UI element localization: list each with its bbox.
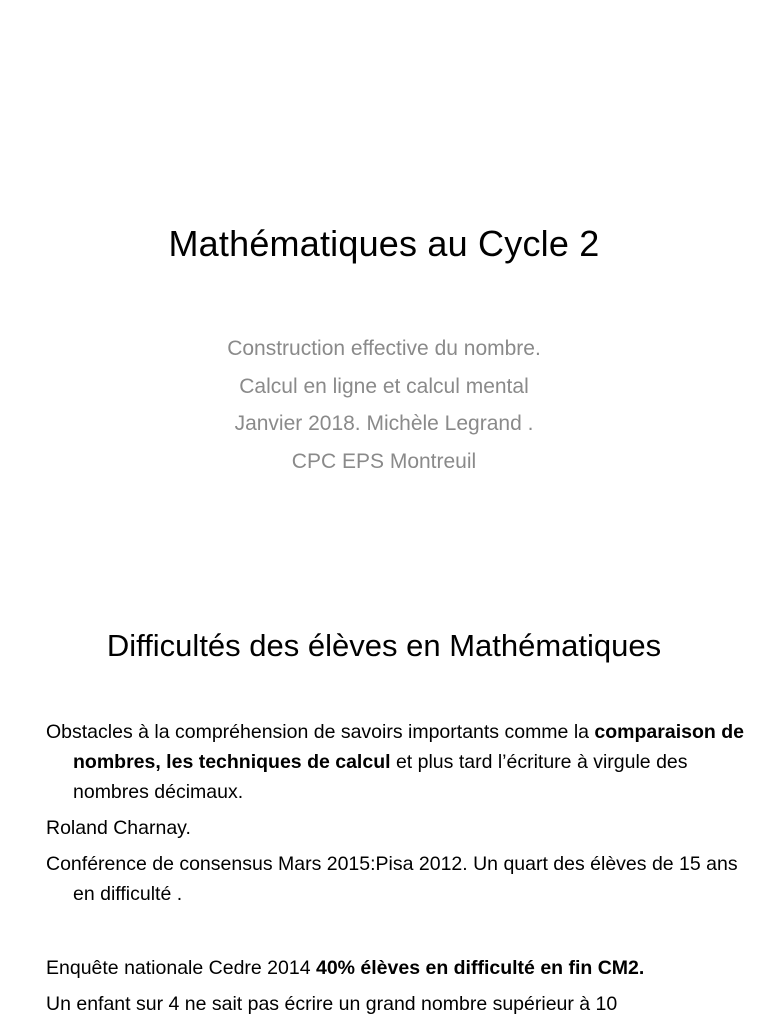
subtitle-line: Calcul en ligne et calcul mental (239, 374, 529, 398)
subtitle-line: Construction effective du nombre. (227, 337, 541, 360)
paragraph-bold-text: 40% élèves en difficulté en fin CM2. (315, 957, 645, 979)
slide-body (46, 717, 746, 1025)
paragraph-obstacles (46, 717, 746, 807)
presentation-title: Mathématiques au Cycle 2 (168, 223, 600, 264)
paragraph-large-numbers: Un enfant sur 4 ne sait pas écrire un grand nombre supérieur à 10 (46, 993, 618, 1015)
paragraph-text: Enquête nationale Cedre 2014 (46, 957, 316, 979)
subtitle-line: CPC EPS Montreuil (291, 449, 477, 473)
content-slide (0, 576, 768, 1024)
paragraph-text: Obstacles à la compréhension de savoirs importants comme la (46, 721, 595, 743)
presentation-subtitle (0, 334, 768, 484)
paragraph-conference: Conférence de consensus Mars 2015:Pisa 2012. Un quart des élèves de 15 ans en difficulté . (46, 853, 738, 905)
subtitle-line: Janvier 2018. Michèle Legrand . (234, 412, 534, 435)
paragraph-text: et plus tard l’écriture à virgule des nombres décimaux. (73, 751, 688, 803)
paragraph-author: Roland Charnay. (46, 817, 191, 839)
slide-title: Difficultés des élèves en Mathématiques (106, 628, 662, 663)
paragraph-survey (46, 953, 746, 983)
paragraph-bold-text: comparaison de nombres, les techniques de calcul (73, 721, 744, 773)
